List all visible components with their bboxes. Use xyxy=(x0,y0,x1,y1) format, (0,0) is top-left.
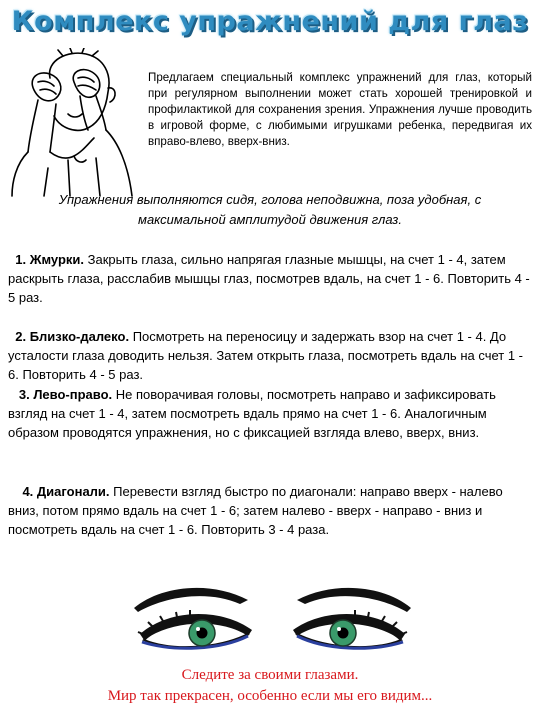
exercise-item-1 xyxy=(8,250,534,308)
exercise-name: Диагонали. xyxy=(36,484,110,499)
exercise-name: Жмурки. xyxy=(29,252,85,267)
child-rubbing-eyes-illustration xyxy=(8,48,143,198)
right-eyebrow xyxy=(297,588,411,612)
exercise-text: Не поворачивая головы, посмотреть направо и зафиксировать взгляд на счет 1 - 4, затем посмотреть вдаль прямо на счет 1 - 6. Аналогичным образом проводятся упражнения, но с фиксацией взгляда влево, вверх, вниз. xyxy=(8,387,496,441)
exercise-number: 4. xyxy=(22,484,34,499)
right-eye xyxy=(293,610,407,648)
exercise-number: 1. xyxy=(15,252,27,267)
exercise-text: Перевести взгляд быстро по диагонали: направо вверх - налево вниз, потом прямо вдаль на счет 1 - 6; затем налево - вверх - направо - вниз и посмотреть вдаль на счет 1 - 6. Повторить 3 - 4 раза. xyxy=(8,484,503,538)
page-title: Комплекс упражнений для глаз xyxy=(11,6,529,37)
exercise-item-4 xyxy=(8,482,534,540)
left-eyebrow xyxy=(134,588,248,612)
exercise-number: 2. xyxy=(15,329,27,344)
exercise-number: 3. xyxy=(18,387,30,402)
eyes-illustration xyxy=(130,578,415,658)
instructions-subheading: Упражнения выполняются сидя, голова неподвижна, поза удобная, с максимальной амплитудой движения глаз. xyxy=(58,192,482,227)
exercise-name: Близко-далеко. xyxy=(29,329,130,344)
intro-paragraph: Предлагаем специальный комплекс упражнений для глаз, который при регулярном выполнении может стать хорошей тренировкой и профилактикой для сохранения зрения. Упражнения лучше проводить в игровой форме, с любимыми игрушками ребенка, передвигая их вправо-влево, вверх-вниз. xyxy=(148,71,532,148)
exercise-item-2 xyxy=(8,327,534,385)
exercise-name: Лево-право. xyxy=(33,387,113,402)
closing-line-1: Следите за своими глазами. xyxy=(181,667,359,683)
left-eye xyxy=(138,610,252,648)
exercise-text: Закрыть глаза, сильно напрягая глазные мышцы, на счет 1 - 4, затем раскрыть глаза, расслабив мышцы глаз, посмотрев вдаль, на счет 1 - 6. Повторить 4 - 5 раз. xyxy=(8,252,530,306)
exercise-item-3 xyxy=(8,385,534,443)
exercise-text: Посмотреть на переносицу и задержать взор на счет 1 - 4. До усталости глаза доводить нельзя. Затем открыть глаза, посмотреть вдаль на счет 1 - 6. Повторить 4 - 5 раз. xyxy=(8,329,523,383)
closing-line-2: Мир так прекрасен, особенно если мы его видим... xyxy=(107,688,433,704)
